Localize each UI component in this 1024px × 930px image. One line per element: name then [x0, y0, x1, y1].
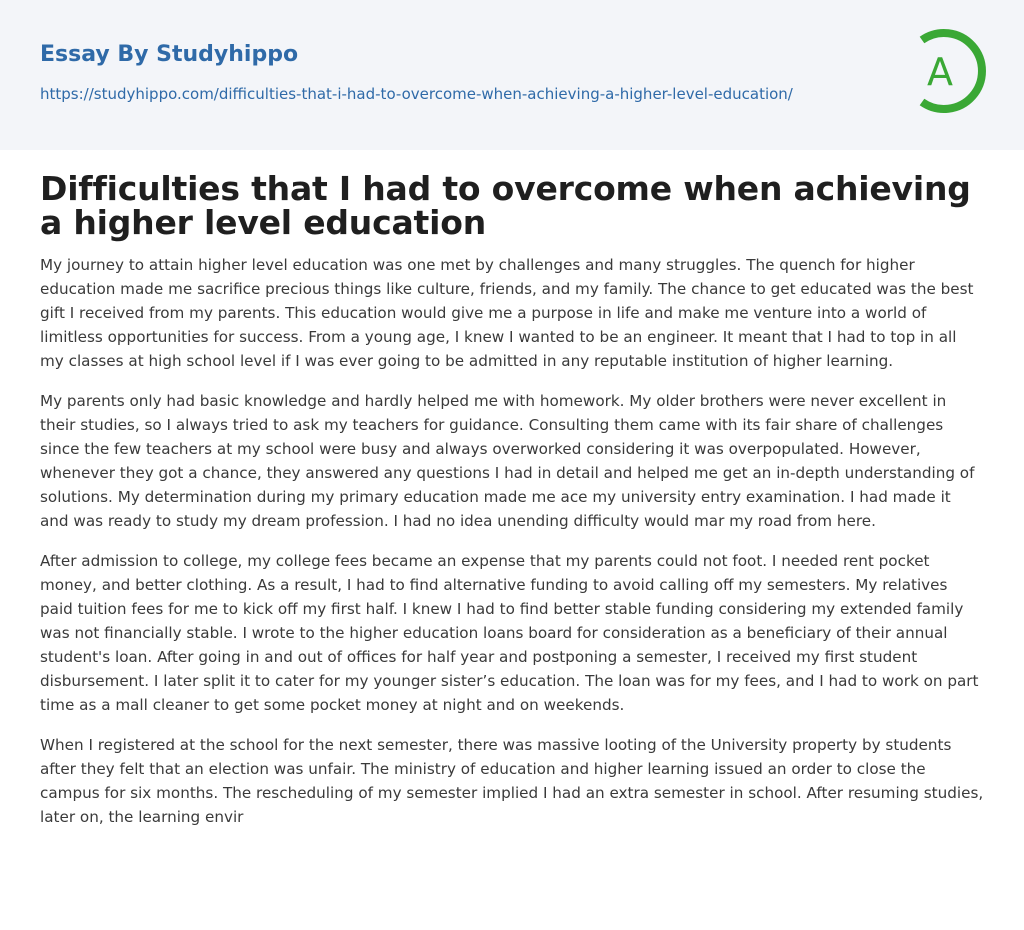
article-paragraph: After admission to college, my college fees became an expense that my parents could not foot. I needed rent pocket money, and better clothing. As a result, I had to find alternative funding to avoid calling off my semesters. My relatives paid tuition fees for me to kick off my first half. I knew I had to find better stable funding considering my extended family was not financially stable. I wrote to the higher education loans board for consideration as a beneficiary of their annual student's loan. After going in and out of offices for half year and postponing a semester, I received my first student disbursement. I later split it to cater for my younger sister’s education. The loan was for my fees, and I had to work on part time as a mall cleaner to get some pocket money at night and on weekends. — [40, 552, 979, 714]
article-paragraph: My parents only had basic knowledge and hardly helped me with homework. My older brothers were never excellent in their studies, so I always tried to ask my teachers for guidance. Consulting them came with its fair share of challenges since the few teachers at my school were busy and always overworked considering it was overpopulated. However, whenever they got a chance, they answered any questions I had in detail and helped me get an in-depth understanding of solutions. My determination during my primary education made me ace my university entry examination. I had made it and was ready to study my dream profession. I had no idea unending difficulty would mar my road from here. — [40, 392, 975, 530]
site-header — [0, 0, 1024, 150]
article-title: Difficulties that I had to overcome when achieving a higher level education — [40, 169, 971, 242]
source-url-link[interactable]: https://studyhippo.com/difficulties-that-i-had-to-overcome-when-achieving-a-higher-level-education/ — [40, 85, 793, 103]
studyhippo-logo[interactable] — [910, 27, 990, 117]
article — [40, 169, 984, 829]
logo-icon — [910, 27, 990, 117]
svg-text:A: A — [927, 50, 953, 94]
brand-title: Essay By Studyhippo — [40, 42, 299, 67]
article-paragraph: When I registered at the school for the next semester, there was massive looting of the University property by students after they felt that an election was unfair. The ministry of education and higher learning issued an order to close the campus for six months. The rescheduling of my semester implied I had an extra semester in school. After resuming studies, later on, the learning envir — [40, 736, 984, 826]
article-paragraph: My journey to attain higher level education was one met by challenges and many struggles. The quench for higher education made me sacrifice precious things like culture, friends, and my family. The chance to get educated was the best gift I received from my parents. This education would give me a purpose in life and make me venture into a world of limitless opportunities for success. From a young age, I knew I wanted to be an engineer. It meant that I had to top in all my classes at high school level if I was ever going to be admitted in any reputable institution of higher learning. — [40, 256, 974, 370]
